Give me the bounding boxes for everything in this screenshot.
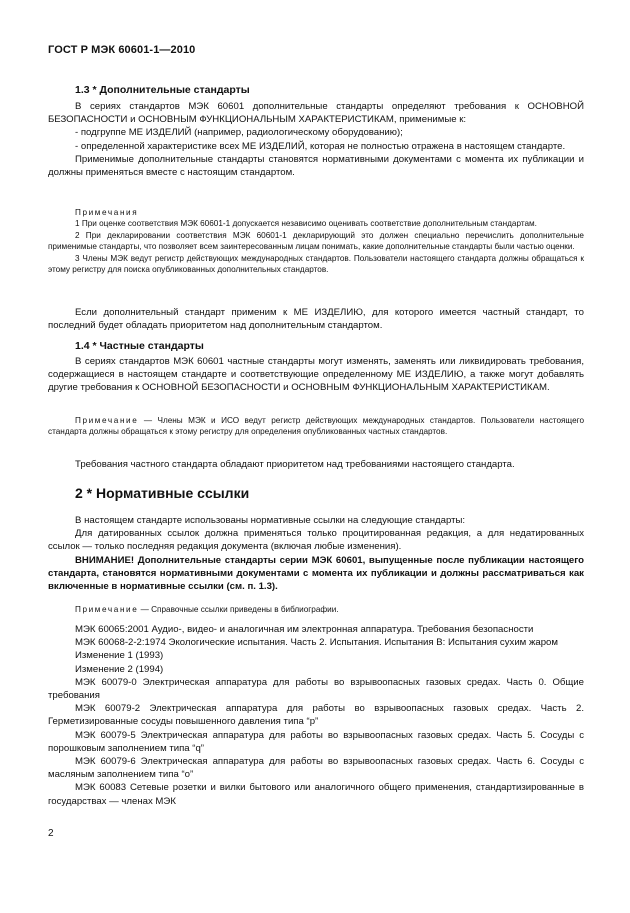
note-3: 3 Члены МЭК ведут регистр действующих международных стандартов. Пользователи настоящего стандарта должны обращаться к этому регистру для поиска опубликованных дополнительных стандартов. [48,253,584,275]
sec2-paragraph-1: В настоящем стандарте использованы нормативные ссылки на следующие стандарты: [75,515,466,526]
sec13-paragraph-1: В сериях стандартов МЭК 60601 дополнительные стандарты определяют требования к ОСНОВНОЙ БЕЗОПАСНОСТИ и ОСНОВНЫМ ФУНКЦИОНАЛЬНЫМ ХАРАКТЕРИСТИКАМ, применимые к: [48,101,584,126]
heading-1-4: 1.4 * Частные стандарты [75,340,204,352]
reference-list [48,623,584,808]
reference-item: Изменение 1 (1993) [75,650,164,662]
sec2-note [48,604,584,615]
page-number: 2 [48,828,54,839]
reference-item: Изменение 2 (1994) [75,663,164,675]
sec13-paragraph-2: Применимые дополнительные стандарты становятся нормативными документами с момента их публикации и должны применяться вместе с настоящим стандартом. [48,153,584,179]
running-header: ГОСТ Р МЭК 60601-1—2010 [48,44,196,56]
sec13-tail [48,306,584,332]
reference-item: МЭК 60083 Сетевые розетки и вилки бытового или аналогичного общего применения, стандартизированные в государствах — членах МЭК [48,782,584,807]
sec13-notes [48,207,584,275]
sec14-paragraph-2: Требования частного стандарта обладают приоритетом над требованиями настоящего стандарта. [75,459,515,470]
reference-item: МЭК 60079-6 Электрическая аппаратура для работы во взрывоопасных газовых средах. Часть 6. Сосуды с масляным заполнением типа “о” [48,756,584,781]
heading-2: 2 * Нормативные ссылки [75,485,250,501]
note-text: — Справочные ссылки приведены в библиографии. [138,605,339,614]
note-2: 2 При декларировании соответствия МЭК 60601-1 декларирующий это должен специально перечислить дополнительные применимые стандарты, что позволяет всем заинтересованным лицам понимать, какие дополнительные стандарты были частью оценки. [48,230,584,252]
sec14-note [48,415,584,438]
sec13-list-item-2: - определенной характеристике всех МЕ ИЗДЕЛИЙ, которая не полностью отражена в настоящем стандарте. [75,140,566,152]
sec14-body [48,355,584,395]
notes-title: Примечания [75,208,139,217]
reference-item: МЭК 60065:2001 Аудио-, видео- и аналогичная им электронная аппаратура. Требования безопасности [75,624,534,635]
sec2-body [48,514,584,593]
sec2-paragraph-2: Для датированных ссылок должна применяться только процитированная редакция, а для недатированных ссылок — только последняя редакция документа (включая любые изменения). [48,528,584,553]
reference-item: МЭК 60068-2-2:1974 Экологические испытания. Часть 2. Испытания. Испытания В: Испытания сухим жаром [75,637,558,649]
note-1: 1 При оценке соответствия МЭК 60601-1 допускается независимо оценивать соответствие дополнительным стандартам. [75,219,537,229]
sec13-body [48,100,584,179]
reference-item: МЭК 60079-0 Электрическая аппаратура для работы во взрывоопасных газовых средах. Часть 0. Общие требования [48,676,584,702]
note-label: Примечание [75,605,139,614]
sec14-paragraph-1: В сериях стандартов МЭК 60601 частные стандарты могут изменять, заменять или ликвидировать требования, содержащиеся в настоящем стандарте и соответствующие определенному МЕ ИЗДЕЛИЮ, а также могут добавлять другие требования к ОСНОВНОЙ БЕЗОПАСНОСТИ и ОСНОВНЫМ ФУНКЦИОНАЛЬНЫМ ХАРАКТЕРИСТИКАМ. [48,356,584,394]
sec14-tail [48,458,584,471]
sec13-list-item-1: - подгруппе МЕ ИЗДЕЛИЙ (например, радиологическому оборудованию); [75,127,403,139]
heading-1-3: 1.3 * Дополнительные стандарты [75,84,250,96]
note-text: — Члены МЭК и ИСО ведут регистр действующих международных стандартов. Пользователи настоящего стандарта должны обращаться к этому регистру для определения опубликованных частных стандартов. [48,416,584,437]
reference-item: МЭК 60079-2 Электрическая аппаратура для работы во взрывоопасных газовых средах. Часть 2. Герметизированные сосуды повышенного давления типа “р” [48,703,584,728]
sec2-warning: ВНИМАНИЕ! Дополнительные стандарты серии МЭК 60601, выпущенные после публикации настоящего стандарта, становятся нормативными документами с момента их публикации и должны рассматриваться как включенные в нормативные ссылки (см. п. 1.3). [48,554,584,593]
note-label: Примечание [75,416,139,425]
reference-item: МЭК 60079-5 Электрическая аппаратура для работы во взрывоопасных газовых средах. Часть 5. Сосуды с порошковым заполнением типа “q” [48,729,584,754]
sec13-paragraph-3: Если дополнительный стандарт применим к МЕ ИЗДЕЛИЮ, для которого имеется частный стандарт, то последний будет обладать приоритетом над дополнительным стандартом. [48,307,584,332]
